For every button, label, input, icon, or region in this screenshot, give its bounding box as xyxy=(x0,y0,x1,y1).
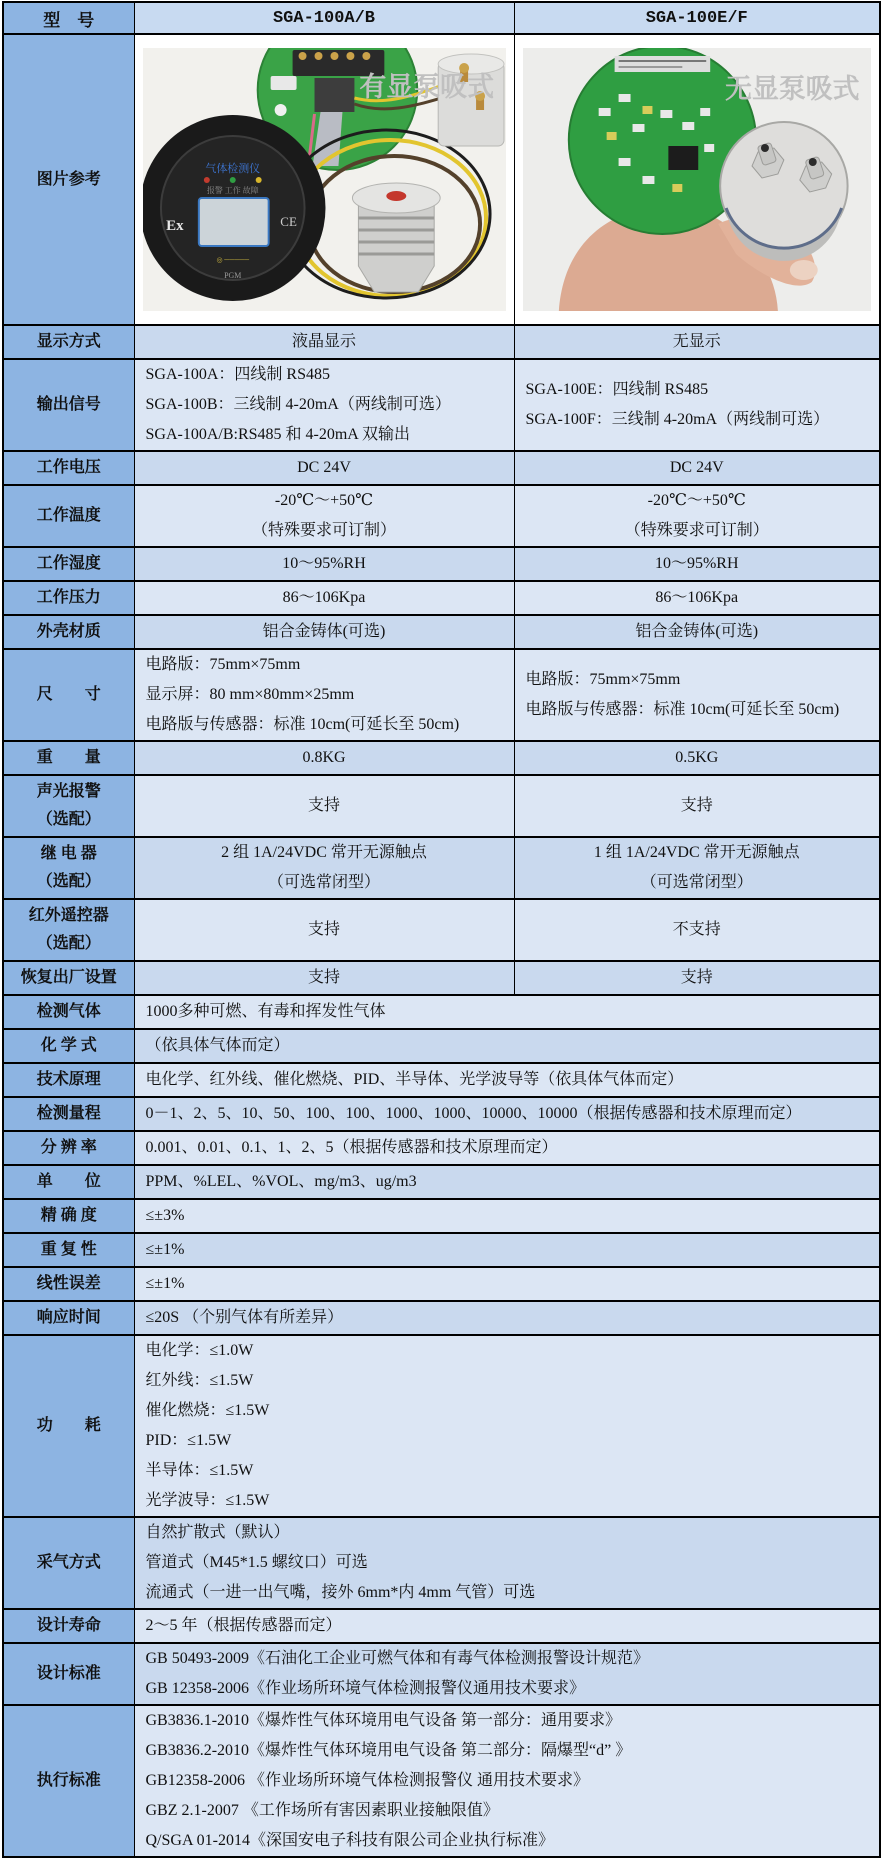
spec-cell-full xyxy=(134,1609,880,1643)
cell-line: 10～95%RH xyxy=(282,555,366,572)
spec-row xyxy=(3,581,880,615)
cell-line: 无显示 xyxy=(672,333,721,350)
row-label-text: 功 耗 xyxy=(36,1417,101,1434)
row-label xyxy=(3,615,134,649)
row-label-text: 工作温度 xyxy=(36,507,101,524)
row-label-text: 工作湿度 xyxy=(36,555,101,572)
spec-row xyxy=(3,1301,880,1335)
spec-row xyxy=(3,1643,880,1705)
sensor-cylinder xyxy=(352,183,440,292)
spec-row xyxy=(3,775,880,837)
row-label xyxy=(3,485,134,547)
spec-cell-full xyxy=(134,1335,880,1517)
spec-row xyxy=(3,359,880,451)
spec-row xyxy=(3,1609,880,1643)
spec-cell-right xyxy=(514,961,880,995)
spec-cell-full xyxy=(134,995,880,1029)
header-model-right: SGA-100E/F xyxy=(514,2,880,34)
row-label xyxy=(3,359,134,451)
row-label xyxy=(3,1199,134,1233)
row-label xyxy=(3,325,134,359)
cell-line: GB3836.2-2010《爆炸性气体环境用电气设备 第二部分：隔爆型“d” 》 xyxy=(145,1742,632,1759)
spec-cell-left xyxy=(134,547,514,581)
spec-cell-right xyxy=(514,451,880,485)
cell-line: 红外线：≤1.5W xyxy=(145,1372,254,1389)
cell-line: 0.5KG xyxy=(675,749,719,766)
spec-cell-full xyxy=(134,1199,880,1233)
row-label-text: 重 量 xyxy=(36,749,101,766)
spec-cell-left xyxy=(134,581,514,615)
cell-line: SGA-100F：三线制 4-20mA（两线制可选） xyxy=(525,411,830,428)
cell-line: Q/SGA 01-2014《深国安电子科技有限公司企业执行标准》 xyxy=(145,1832,554,1849)
row-label xyxy=(3,1301,134,1335)
cell-line: 1000多种可燃、有毒和挥发性气体 xyxy=(145,1003,386,1020)
row-label-text: 精 确 度 xyxy=(40,1207,97,1224)
cell-line: SGA-100A：四线制 RS485 xyxy=(145,366,330,383)
cell-line: DC 24V xyxy=(669,459,724,476)
spec-cell-left xyxy=(134,837,514,899)
spec-cell-full xyxy=(134,1301,880,1335)
row-label xyxy=(3,837,134,899)
row-label xyxy=(3,451,134,485)
header-model-left: SGA-100A/B xyxy=(134,2,514,34)
spec-table xyxy=(2,1,881,1858)
spec-row xyxy=(3,1267,880,1301)
spec-row xyxy=(3,1029,880,1063)
spec-cell-left xyxy=(134,899,514,961)
cell-line: -20℃～+50℃ xyxy=(647,492,746,509)
row-label-text: 线性误差 xyxy=(36,1275,101,1292)
row-label xyxy=(3,961,134,995)
row-label-text: 执行标准 xyxy=(36,1772,101,1789)
cell-line: -20℃～+50℃ xyxy=(274,492,374,509)
row-label-text: 分 辨 率 xyxy=(40,1139,97,1156)
row-label xyxy=(3,1233,134,1267)
cell-line: 0.001、0.01、0.1、1、2、5（根据传感器和技术原理而定） xyxy=(145,1139,558,1156)
cell-line: 电化学、红外线、催化燃烧、PID、半导体、光学波导等（依具体气体而定） xyxy=(145,1071,684,1088)
spec-cell-full xyxy=(134,1517,880,1609)
header-model-label: 型 号 xyxy=(3,2,134,34)
cell-line: 电化学：≤1.0W xyxy=(145,1342,254,1359)
row-label xyxy=(3,775,134,837)
cell-line: GB 50493-2009《石油化工企业可燃气体和有毒气体检测报警设计规范》 xyxy=(145,1650,650,1667)
spec-cell-full xyxy=(134,1063,880,1097)
cell-line: 电路版：75mm×75mm xyxy=(145,656,301,673)
row-label-text: 工作电压 xyxy=(36,459,101,476)
row-label xyxy=(3,1029,134,1063)
spec-cell-full xyxy=(134,1705,880,1857)
cell-line: 1 组 1A/24VDC 常开无源触点 xyxy=(593,844,800,861)
cell-line: 自然扩散式（默认） xyxy=(145,1524,290,1541)
spec-row xyxy=(3,451,880,485)
spec-cell-left xyxy=(134,775,514,837)
spec-row xyxy=(3,325,880,359)
spec-cell-left xyxy=(134,325,514,359)
gas-detector-display xyxy=(143,115,325,301)
row-label-text: 技术原理 xyxy=(36,1071,101,1088)
row-label-text: 检测气体 xyxy=(36,1003,101,1020)
cell-line: 显示屏：80 mm×80mm×25mm xyxy=(145,686,355,703)
spec-cell-full xyxy=(134,1131,880,1165)
spec-cell-full xyxy=(134,1643,880,1705)
spec-cell-left xyxy=(134,451,514,485)
svg-text:◎ ─────: ◎ ───── xyxy=(215,255,249,265)
spec-row xyxy=(3,1517,880,1609)
cell-line: DC 24V xyxy=(297,459,351,476)
cell-line: 铝合金铸体(可选) xyxy=(262,623,386,640)
row-sublabel-text: （选配） xyxy=(36,873,101,890)
spec-row xyxy=(3,1335,880,1517)
product-photo-left xyxy=(143,48,506,311)
cell-line: （可选常闭型） xyxy=(640,874,753,891)
cell-line: 光学波导：≤1.5W xyxy=(145,1492,270,1509)
row-sublabel-text: （选配） xyxy=(36,811,101,828)
cell-line: （特殊要求可订制） xyxy=(624,522,769,539)
spec-row xyxy=(3,1097,880,1131)
header-row xyxy=(3,2,880,34)
photo-row-label: 图片参考 xyxy=(3,34,134,325)
row-label xyxy=(3,899,134,961)
product-photo-left-cell xyxy=(134,34,514,325)
device-ex-mark: Ex xyxy=(165,217,184,235)
cell-line: 电路版：75mm×75mm xyxy=(525,671,681,688)
device-ce-mark: CE xyxy=(279,213,297,230)
row-label xyxy=(3,1131,134,1165)
spec-row xyxy=(3,1131,880,1165)
spec-row xyxy=(3,649,880,741)
spec-row xyxy=(3,1233,880,1267)
device-pgm-label: PGM xyxy=(223,270,241,281)
spec-cell-right xyxy=(514,649,880,741)
spec-cell-full xyxy=(134,1267,880,1301)
row-label-text: 检测量程 xyxy=(36,1105,101,1122)
cell-line: 2 组 1A/24VDC 常开无源触点 xyxy=(221,844,427,861)
cell-line: 流通式（一进一出气嘴，接外 6mm*内 4mm 气管）可选 xyxy=(145,1584,536,1601)
spec-row xyxy=(3,995,880,1029)
row-label-text: 化 学 式 xyxy=(40,1037,97,1054)
cell-line: 2～5 年（根据传感器而定） xyxy=(145,1617,342,1634)
cell-line: PID：≤1.5W xyxy=(145,1432,232,1449)
row-label-text: 响应时间 xyxy=(36,1309,101,1326)
row-label xyxy=(3,581,134,615)
watermark-right: 无显泵吸式 xyxy=(724,73,860,105)
spec-cell-full xyxy=(134,1097,880,1131)
cell-line: 液晶显示 xyxy=(291,333,356,350)
row-label-text: 红外遥控器 xyxy=(28,907,109,924)
spec-cell-left xyxy=(134,961,514,995)
cell-line: GB 12358-2006《作业场所环境气体检测报警仪通用技术要求》 xyxy=(145,1680,586,1697)
row-label xyxy=(3,1643,134,1705)
spec-cell-right xyxy=(514,837,880,899)
cell-line: 0.8KG xyxy=(302,749,346,766)
spec-row xyxy=(3,741,880,775)
cell-line: ≤±3% xyxy=(145,1207,185,1224)
cell-line: PPM、%LEL、%VOL、mg/m3、ug/m3 xyxy=(145,1173,417,1190)
cell-line: SGA-100A/B:RS485 和 4-20mA 双输出 xyxy=(145,426,410,443)
cell-line: 86～106Kpa xyxy=(282,589,366,606)
spec-cell-right xyxy=(514,615,880,649)
row-label-text: 重 复 性 xyxy=(40,1241,97,1258)
spec-row xyxy=(3,615,880,649)
row-label-text: 工作压力 xyxy=(36,589,101,606)
cell-line: 支持 xyxy=(680,797,713,814)
photo-row xyxy=(3,34,880,325)
row-label-text: 显示方式 xyxy=(36,333,101,350)
spec-cell-left xyxy=(134,485,514,547)
product-photo-right-cell xyxy=(514,34,880,325)
row-label xyxy=(3,1097,134,1131)
cell-line: 支持 xyxy=(307,969,340,986)
product-photo-right xyxy=(523,48,872,311)
cell-line: （可选常闭型） xyxy=(267,874,380,891)
spec-cell-right xyxy=(514,899,880,961)
spec-row xyxy=(3,961,880,995)
row-label xyxy=(3,995,134,1029)
cell-line: 电路版与传感器：标准 10cm(可延长至 50cm) xyxy=(525,701,840,718)
spec-row xyxy=(3,1165,880,1199)
cell-line: 0－1、2、5、10、50、100、100、1000、1000、10000、10000（根据传感器和技术原理而定） xyxy=(145,1105,802,1122)
row-sublabel-text: （选配） xyxy=(36,935,101,952)
row-label xyxy=(3,649,134,741)
spec-row xyxy=(3,1063,880,1097)
cell-line: 不支持 xyxy=(672,921,721,938)
spec-cell-right xyxy=(514,485,880,547)
spec-cell-left xyxy=(134,741,514,775)
cell-line: 管道式（M45*1.5 螺纹口）可选 xyxy=(145,1554,368,1571)
spec-row xyxy=(3,837,880,899)
cell-line: ≤±1% xyxy=(145,1275,185,1292)
spec-cell-right xyxy=(514,581,880,615)
spec-row xyxy=(3,485,880,547)
row-label-text: 单 位 xyxy=(36,1173,101,1190)
spec-row xyxy=(3,547,880,581)
spec-cell-right xyxy=(514,741,880,775)
row-label-text: 恢复出厂设置 xyxy=(20,969,117,986)
row-label xyxy=(3,1517,134,1609)
row-label-text: 输出信号 xyxy=(36,396,101,413)
spec-cell-right xyxy=(514,547,880,581)
spec-row xyxy=(3,899,880,961)
cell-line: GB3836.1-2010《爆炸性气体环境用电气设备 第一部分：通用要求》 xyxy=(145,1712,622,1729)
spec-cell-right xyxy=(514,359,880,451)
cell-line: （特殊要求可订制） xyxy=(251,522,396,539)
row-label-text: 尺 寸 xyxy=(36,686,101,703)
cell-line: 10～95%RH xyxy=(654,555,739,572)
cell-line: 半导体：≤1.5W xyxy=(145,1462,254,1479)
row-label-text: 继 电 器 xyxy=(40,845,97,862)
row-label xyxy=(3,1609,134,1643)
cell-line: GB12358-2006 《作业场所环境气体检测报警仪 通用技术要求》 xyxy=(145,1772,590,1789)
device-title-text: 气体检测仪 xyxy=(204,162,260,176)
spec-cell-left xyxy=(134,615,514,649)
row-label xyxy=(3,1063,134,1097)
watermark-left: 有显泵吸式 xyxy=(358,71,494,103)
row-label xyxy=(3,1705,134,1857)
cell-line: （依具体气体而定） xyxy=(145,1037,290,1054)
cell-line: ≤20S （个别气体有所差异） xyxy=(145,1309,344,1326)
cell-line: 电路版与传感器：标准 10cm(可延长至 50cm) xyxy=(145,716,460,733)
cell-line: 支持 xyxy=(307,797,340,814)
spec-cell-full xyxy=(134,1165,880,1199)
row-label xyxy=(3,1335,134,1517)
spec-cell-full xyxy=(134,1233,880,1267)
row-label xyxy=(3,547,134,581)
cell-line: 支持 xyxy=(307,921,340,938)
row-label-text: 采气方式 xyxy=(36,1554,101,1571)
cell-line: 铝合金铸体(可选) xyxy=(635,623,759,640)
cell-line: GBZ 2.1-2007 《工作场所有害因素职业接触限值》 xyxy=(145,1802,499,1819)
row-label-text: 设计标准 xyxy=(36,1665,101,1682)
cell-line: 支持 xyxy=(680,969,713,986)
cell-line: SGA-100E：四线制 RS485 xyxy=(525,381,709,398)
row-label-text: 声光报警 xyxy=(36,783,101,800)
spec-cell-full xyxy=(134,1029,880,1063)
spec-cell-right xyxy=(514,775,880,837)
row-label xyxy=(3,1165,134,1199)
spec-row xyxy=(3,1199,880,1233)
spec-row xyxy=(3,1705,880,1857)
row-label-text: 外壳材质 xyxy=(36,623,101,640)
device-led-labels: 报警 工作 故障 xyxy=(206,185,259,196)
row-label xyxy=(3,741,134,775)
cell-line: 86～106Kpa xyxy=(655,589,739,606)
cell-line: 催化燃烧：≤1.5W xyxy=(145,1402,270,1419)
spec-cell-left xyxy=(134,649,514,741)
spec-cell-right xyxy=(514,325,880,359)
cell-line: ≤±1% xyxy=(145,1241,185,1258)
row-label-text: 设计寿命 xyxy=(36,1617,101,1634)
cell-line: SGA-100B：三线制 4-20mA（两线制可选） xyxy=(145,396,451,413)
row-label xyxy=(3,1267,134,1301)
spec-cell-left xyxy=(134,359,514,451)
